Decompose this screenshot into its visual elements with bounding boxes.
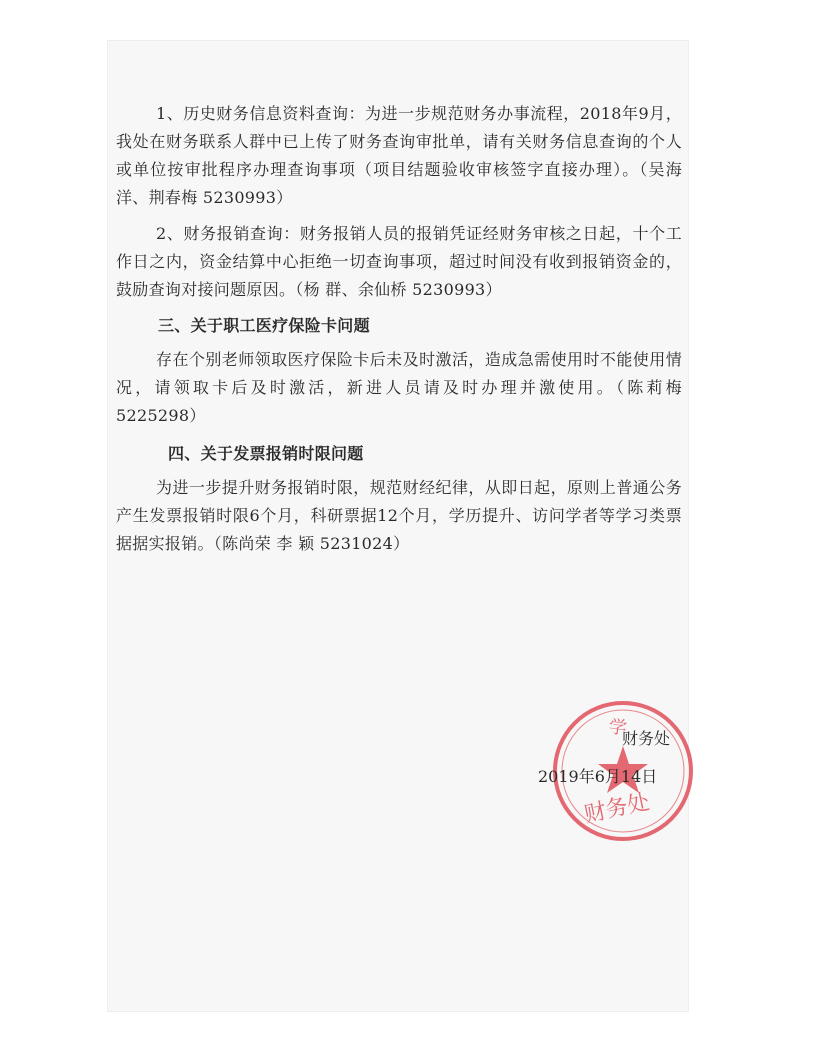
section-heading-invoice-deadline: 四、关于发票报销时限问题 [168,444,364,463]
document-body [116,100,682,558]
paragraph-reimbursement-query: 2、财务报销查询：财务报销人员的报销凭证经财务审核之日起，十个工作日之内，资金结算中心拒绝一切查询事项，超过时间没有收到报销资金的，鼓励查询对接问题原因。（杨 群、余仙桥 5230993） [116,224,682,299]
paragraph-invoice-deadline: 为进一步提升财务报销时限，规范财经纪律，从即日起，原则上普通公务产生发票报销时限6个月，科研票据12个月，学历提升、访问学者等学习类票据据实报销。（陈尚荣 李 颖 5231024） [116,478,682,553]
paragraph-medical-card: 存在个别老师领取医疗保险卡后未及时激活，造成急需使用时不能使用情况，请领取卡后及时激活，新进人员请及时办理并激使用。（陈莉梅 5225298） [116,350,682,425]
seal-bottom-text: 财务处 [582,789,652,828]
issuing-department: 财务处 [622,729,671,748]
section-heading-medical-card: 三、关于职工医疗保险卡问题 [158,316,370,335]
paragraph-history-query: 1、历史财务信息资料查询：为进一步规范财务办事流程，2018年9月，我处在财务联系人群中已上传了财务查询审批单，请有关财务信息查询的个人或单位按审批程序办理查询事项（项目结题验收审核签字直接办理）。（吴海洋、荆春梅 5230993） [116,104,682,207]
seal-top-text: 学 [607,716,629,740]
issue-date: 2019年6月14日 [538,767,658,786]
signature-block [520,722,690,792]
